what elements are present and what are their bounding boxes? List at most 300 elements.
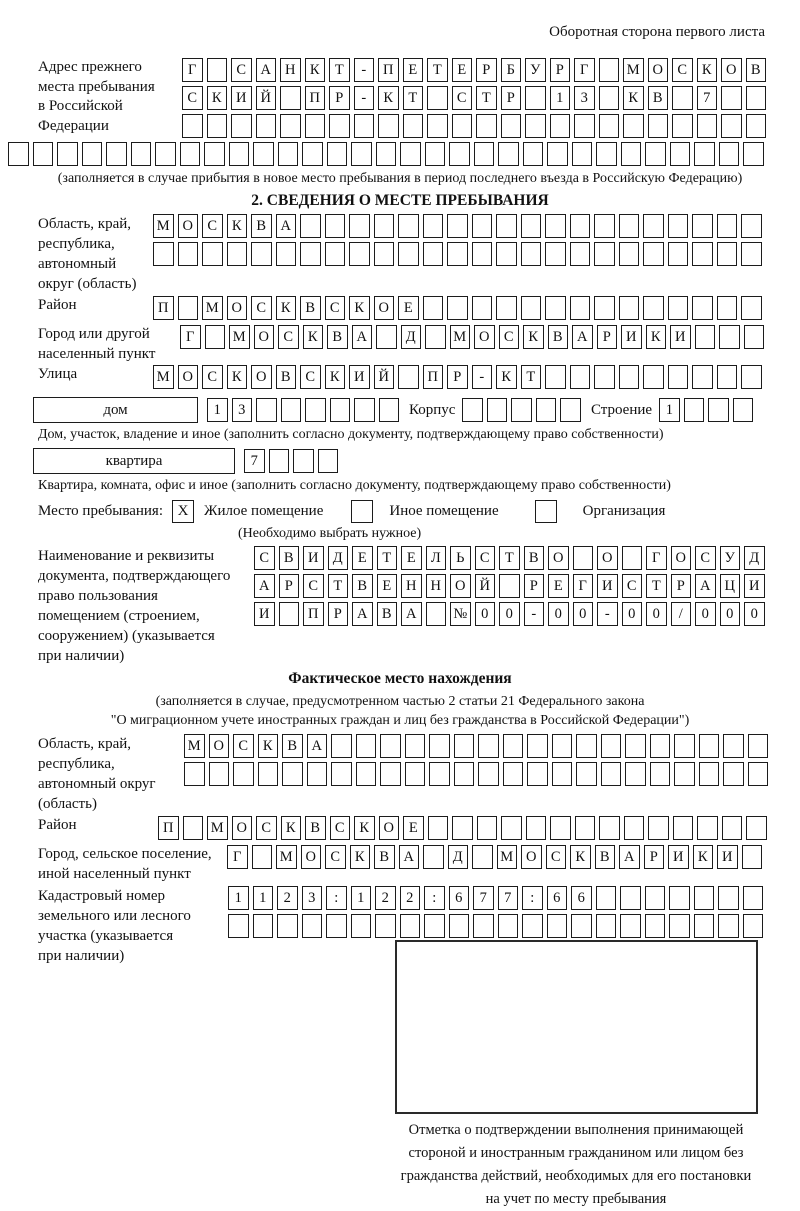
char-cell: 1 [550,86,571,110]
char-cell [527,762,548,786]
char-cell [398,242,419,266]
char-cell [571,914,592,938]
char-cell: 7 [244,449,265,473]
char-cell [153,242,174,266]
char-cell [575,816,596,840]
char-cell: С [695,546,716,570]
char-cell [405,734,426,758]
region-label [38,214,153,294]
label-line: при наличии) [38,948,125,964]
label-line: участка (указывается [38,928,174,944]
apartment-row [33,448,800,474]
char-cell [180,142,201,166]
actual-location-note [0,692,800,730]
char-cell: Н [426,574,447,598]
char-cell: 6 [571,886,592,910]
label-line: Адрес прежнего [38,59,142,75]
prev-address-row-4 [8,142,800,166]
actual-region-group [38,734,800,814]
char-cell [269,449,290,473]
street-label: Улица [38,366,78,382]
char-cell [258,762,279,786]
prev-address-row-1 [182,58,766,82]
char-cell [743,142,764,166]
char-cell [178,296,199,320]
label-line: документа, подтверждающего [38,568,231,584]
char-cell [576,734,597,758]
char-cell: - [354,86,375,110]
char-cell: О [254,325,275,349]
char-cell [462,398,483,422]
char-cell [599,58,620,82]
char-cell: 2 [277,886,298,910]
char-cell [545,242,566,266]
char-cell [279,602,300,626]
char-cell: В [279,546,300,570]
char-cell [708,398,729,422]
char-cell [424,914,445,938]
char-cell: А [307,734,328,758]
char-cell [429,762,450,786]
char-cell [599,86,620,110]
char-cell [619,242,640,266]
street-row [153,365,762,389]
char-cell [596,142,617,166]
char-cell: Р [279,574,300,598]
char-cell [674,734,695,758]
char-cell [648,816,669,840]
label-line: при наличии) [38,648,125,664]
char-cell: И [597,574,618,598]
char-cell [692,365,713,389]
korpus-cells [462,398,581,422]
char-cell: - [597,602,618,626]
char-cell: О [474,325,495,349]
char-cell: С [475,546,496,570]
char-cell: 0 [499,602,520,626]
char-cell: А [401,602,422,626]
char-cell [718,914,739,938]
district-row [153,296,762,320]
char-cell [668,214,689,238]
cadastre-row-1 [228,886,763,910]
char-cell [349,214,370,238]
char-cell: Т [646,574,667,598]
char-cell: С [622,574,643,598]
char-cell [601,762,622,786]
char-cell: М [497,845,518,869]
char-cell: Е [403,58,424,82]
char-cell: И [303,546,324,570]
char-cell [669,914,690,938]
char-cell [282,762,303,786]
char-cell: 7 [697,86,718,110]
char-cell [252,845,273,869]
korpus-label: Корпус [409,401,456,418]
char-cell: : [326,886,347,910]
char-cell [547,142,568,166]
option-organization-label: Организация [582,503,666,519]
char-cell [276,242,297,266]
char-cell: Т [521,365,542,389]
char-cell: В [746,58,767,82]
char-cell: 1 [228,886,249,910]
apartment-note: Квартира, комната, офис и иное (заполнить согласно документу, подтверждающему право собственности) [38,478,671,493]
stay-type-label: Место пребывания: [38,503,163,519]
char-cell [620,914,641,938]
char-cell [643,214,664,238]
char-cell: К [207,86,228,110]
stamp-caption [385,1119,767,1211]
char-cell [525,114,546,138]
char-cell [601,734,622,758]
actual-region-row-2 [184,762,768,786]
char-cell [501,114,522,138]
char-cell: 3 [232,398,253,422]
char-cell [694,886,715,910]
char-cell: Ь [450,546,471,570]
char-cell [741,214,762,238]
char-cell [570,214,591,238]
option-residential-label: Жилое помещение [204,503,324,519]
char-cell [717,296,738,320]
char-cell [228,914,249,938]
char-cell [748,734,769,758]
char-cell [472,214,493,238]
char-cell: В [648,86,669,110]
char-cell: М [153,365,174,389]
char-cell [622,546,643,570]
char-cell: О [521,845,542,869]
char-cell [697,816,718,840]
char-cell: И [717,845,738,869]
char-cell: Л [426,546,447,570]
char-cell [643,242,664,266]
char-cell [692,296,713,320]
char-cell: О [301,845,322,869]
char-cell [293,449,314,473]
house-number-cells [207,398,399,422]
char-cell: К [354,816,375,840]
char-cell: У [720,546,741,570]
char-cell [570,296,591,320]
char-cell [743,886,764,910]
char-cell [229,142,250,166]
label-line: населенный пункт [38,345,156,362]
label-line: иной населенный пункт [38,865,191,882]
document-row-1 [254,546,765,570]
char-cell: Р [671,574,692,598]
label-line: (область) [38,796,97,812]
char-cell: П [305,86,326,110]
char-cell: О [648,58,669,82]
char-cell [721,86,742,110]
stay-type-row [38,500,800,523]
char-cell: 0 [720,602,741,626]
char-cell: У [525,58,546,82]
label-line: (заполняется в случае, предусмотренном частью 2 статьи 21 Федерального закона [155,694,645,709]
char-cell [329,114,350,138]
char-cell: И [231,86,252,110]
char-cell [741,365,762,389]
char-cell: № [450,602,471,626]
char-cell [183,816,204,840]
char-cell: Г [646,546,667,570]
char-cell: О [597,546,618,570]
document-row-2 [254,574,765,598]
char-cell [423,242,444,266]
char-cell [449,142,470,166]
char-cell: И [668,845,689,869]
char-cell [596,914,617,938]
char-cell [536,398,557,422]
actual-city-label [38,845,227,884]
char-cell [699,734,720,758]
char-cell [302,142,323,166]
char-cell [423,214,444,238]
char-cell [674,762,695,786]
choose-note: (Необходимо выбрать нужное) [238,526,422,541]
label-line: сооружением) (указывается [38,628,215,644]
label-line: гражданства действий, необходимых для его постановки [400,1168,752,1184]
char-cell: П [153,296,174,320]
prev-address-block [38,58,800,142]
char-cell: С [672,58,693,82]
char-cell [621,142,642,166]
char-cell [746,114,767,138]
char-cell [307,762,328,786]
char-cell: К [276,296,297,320]
char-cell [447,296,468,320]
char-cell: С [254,546,275,570]
char-cell: К [646,325,667,349]
char-cell [356,762,377,786]
char-cell: С [452,86,473,110]
char-cell [694,142,715,166]
char-cell [668,296,689,320]
char-cell: Р [644,845,665,869]
char-cell [8,142,29,166]
char-cell [522,914,543,938]
char-cell: К [303,325,324,349]
char-cell [523,142,544,166]
char-cell [423,296,444,320]
char-cell: О [671,546,692,570]
char-cell [405,762,426,786]
char-cell [648,114,669,138]
checkbox-other-premises [351,500,373,523]
char-cell [594,242,615,266]
char-cell [375,914,396,938]
char-cell [233,762,254,786]
char-cell [476,114,497,138]
char-cell [695,325,716,349]
char-cell [545,296,566,320]
char-cell: К [378,86,399,110]
char-cell: Д [328,546,349,570]
char-cell: О [251,365,272,389]
char-cell: М [207,816,228,840]
char-cell [570,242,591,266]
char-cell: Р [597,325,618,349]
district-group [38,296,800,324]
char-cell [521,214,542,238]
char-cell: Р [476,58,497,82]
char-cell: Р [550,58,571,82]
char-cell: Е [452,58,473,82]
label-line: Федерации [38,117,109,134]
char-cell [280,86,301,110]
char-cell [487,398,508,422]
prev-address-row-3 [182,114,766,138]
char-cell [545,214,566,238]
char-cell [454,734,475,758]
char-cell: К [227,365,248,389]
apartment-label-box: квартира [33,448,235,474]
char-cell [374,242,395,266]
document-row-3 [254,602,765,626]
house-note: Дом, участок, владение и иное (заполнить согласно документу, подтверждающему право собственности) [38,427,664,442]
char-cell [380,762,401,786]
char-cell [525,86,546,110]
char-cell [300,242,321,266]
char-cell: Й [475,574,496,598]
char-cell: Т [403,86,424,110]
char-cell [209,762,230,786]
char-cell [501,816,522,840]
char-cell [376,142,397,166]
char-cell [403,114,424,138]
char-cell [594,365,615,389]
char-cell [722,816,743,840]
char-cell [300,214,321,238]
city-label [38,325,180,364]
char-cell: С [202,365,223,389]
char-cell [354,114,375,138]
char-cell [721,114,742,138]
char-cell: Е [377,574,398,598]
char-cell [207,58,228,82]
char-cell [503,734,524,758]
char-cell: - [354,58,375,82]
char-cell: Т [329,58,350,82]
char-cell: Ц [720,574,741,598]
label-line: места пребывания [38,78,155,95]
char-cell [623,114,644,138]
char-cell [473,914,494,938]
char-cell: Н [401,574,422,598]
char-cell: 2 [375,886,396,910]
actual-city-row [227,845,762,869]
char-cell [227,242,248,266]
char-cell [472,242,493,266]
char-cell [331,734,352,758]
char-cell [280,114,301,138]
label-line: республика, [38,756,115,772]
char-cell: М [623,58,644,82]
char-cell: В [352,574,373,598]
char-cell [574,114,595,138]
char-cell [278,142,299,166]
char-cell [496,214,517,238]
char-cell [526,816,547,840]
page-side-note: Оборотная сторона первого листа [549,24,765,40]
char-cell [684,398,705,422]
char-cell: К [227,214,248,238]
char-cell [447,242,468,266]
apartment-cells [244,449,338,473]
char-cell [742,845,763,869]
char-cell: О [450,574,471,598]
char-cell: Р [524,574,545,598]
char-cell [253,914,274,938]
actual-region-row-1 [184,734,768,758]
char-cell [503,762,524,786]
char-cell: С [325,296,346,320]
char-cell: К [523,325,544,349]
char-cell [330,398,351,422]
char-cell: К [305,58,326,82]
char-cell [498,142,519,166]
char-cell [692,214,713,238]
char-cell: Р [329,86,350,110]
label-line: автономный округ [38,776,156,792]
label-line: Кадастровый номер [38,888,165,904]
char-cell [155,142,176,166]
prev-address-note: (заполняется в случае прибытия в новое место пребывания в период последнего въезда в Российскую Федерацию) [57,171,743,186]
char-cell [668,242,689,266]
char-cell: Р [447,365,468,389]
char-cell [427,86,448,110]
label-line: республика, [38,236,115,252]
char-cell: В [374,845,395,869]
cadastre-row-2 [228,914,763,938]
char-cell [184,762,205,786]
char-cell: Р [501,86,522,110]
char-cell: К [693,845,714,869]
char-cell [472,296,493,320]
char-cell: Б [501,58,522,82]
char-cell [356,734,377,758]
char-cell: Й [374,365,395,389]
char-cell [423,845,444,869]
char-cell [717,242,738,266]
char-cell [447,214,468,238]
char-cell [697,114,718,138]
char-cell: О [548,546,569,570]
char-cell: С [499,325,520,349]
char-cell [205,325,226,349]
char-cell [325,242,346,266]
char-cell: В [282,734,303,758]
actual-location-title: Фактическое место нахождения [288,670,512,687]
char-cell [668,365,689,389]
char-cell [599,816,620,840]
char-cell: К [570,845,591,869]
char-cell [552,734,573,758]
char-cell: К [349,296,370,320]
char-cell: М [202,296,223,320]
char-cell: О [721,58,742,82]
char-cell [376,325,397,349]
label-line: округ (область) [38,276,137,292]
char-cell [318,449,339,473]
char-cell [398,214,419,238]
actual-district-group [38,816,800,844]
char-cell: П [423,365,444,389]
char-cell: 1 [659,398,680,422]
char-cell: : [424,886,445,910]
